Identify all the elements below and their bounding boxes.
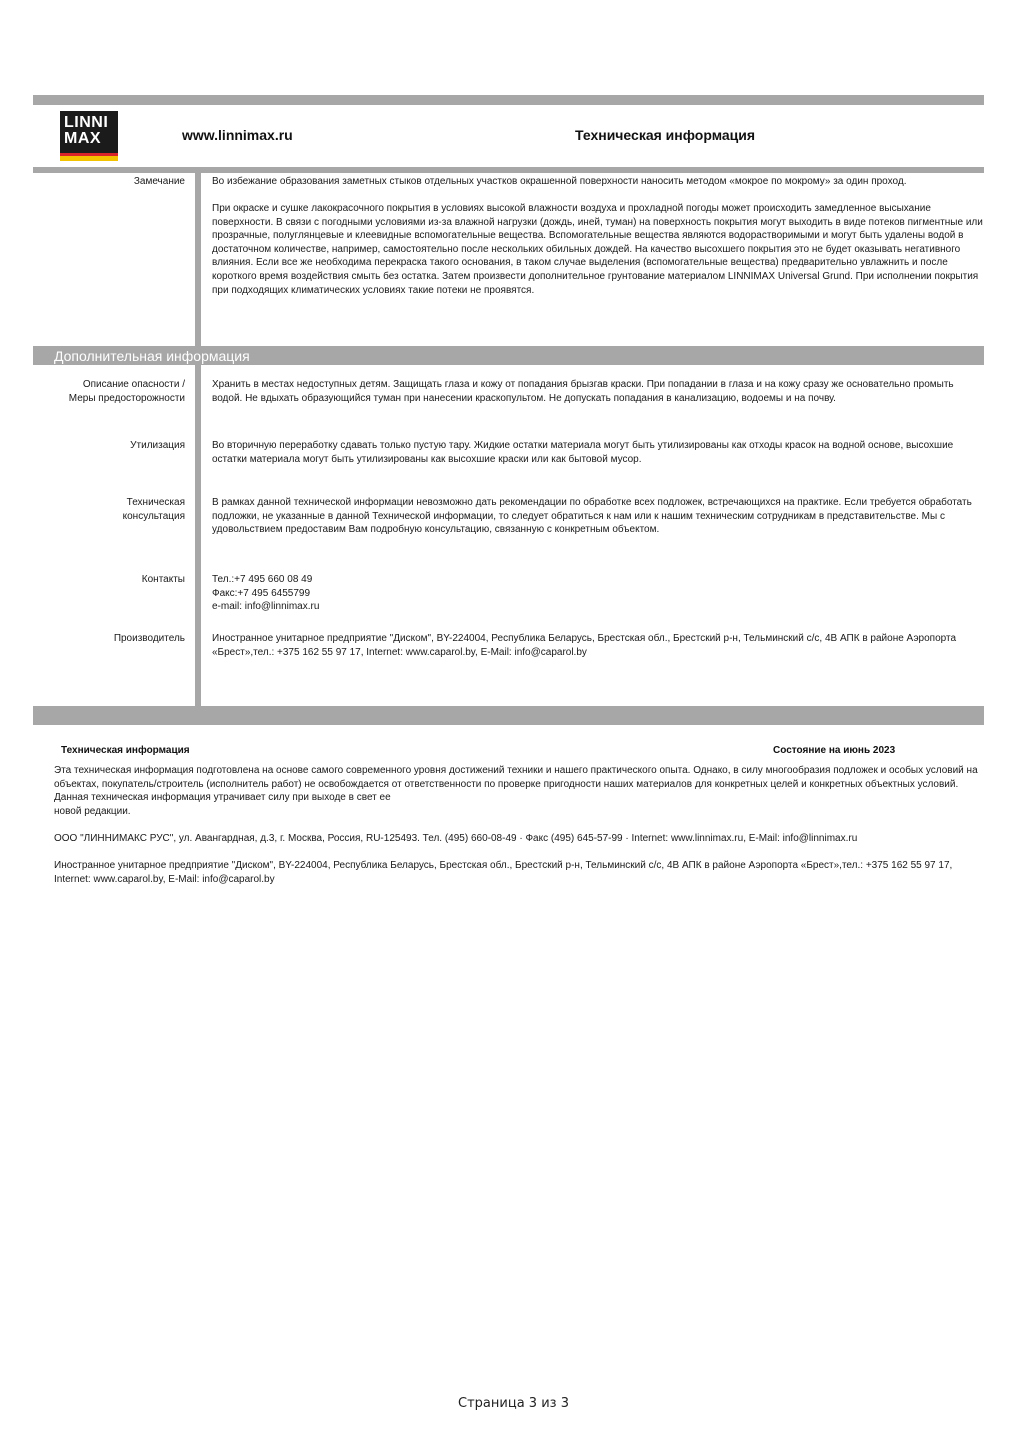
hazard-label-line-1: Описание опасности / xyxy=(82,379,185,390)
footer-company-ru: ООО "ЛИННИМАКС РУС", ул. Авангардная, д.3, г. Москва, Россия, RU-125493. Тел. (495) 660-08-49 · Факс (495) 645-57-99 · Internet: www.linnimax.ru, E-Mail: info@linnimax.ru xyxy=(54,833,858,844)
footer-company-by: Иностранное унитарное предприятие "Диском", BY-224004, Республика Беларусь, Брестская обл., Брестский р-н, Тельминский с/с, 4В АПК в районе Аэропорта «Брест»,тел.: +375 162 55 97 17, Internet: www.caparol.by, E-Mail: info@caparol.by xyxy=(54,860,953,885)
consult-label-line-2: консультация xyxy=(122,510,185,522)
consult-label xyxy=(123,496,185,523)
footer-right-title: Состояние на июнь 2023 xyxy=(773,745,896,756)
footer-disclaimer xyxy=(54,764,984,818)
hazard-text: Хранить в местах недоступных детям. Защищать глаза и кожу от попадания брызгав краски. При попадании в глаза и на кожу сразу же основательно промыть водой. Не вдыхать образующийся туман при нанесении краскопультом. Не допускать попадания в канализацию, водоемы и на почву. xyxy=(212,379,954,404)
disposal-label: Утилизация xyxy=(130,440,185,451)
manufacturer-text: Иностранное унитарное предприятие "Диском", BY-224004, Республика Беларусь, Брестская обл., Брестский р-н, Тельминский с/с, 4В АПК в районе Аэропорта «Брест»,тел.: +375 162 55 97 17, Internet: www.caparol.by, E-Mail: info@caparol.by xyxy=(212,633,957,658)
column-divider-upper xyxy=(195,173,201,347)
contacts-label: Контакты xyxy=(141,574,185,585)
footer-left-title: Техническая информация xyxy=(61,745,190,756)
page-number: Страница 3 из 3 xyxy=(458,1396,569,1411)
disposal-text: Во вторичную переработку сдавать только пустую тару. Жидкие остатки материала могут быть утилизированы как отходы красок на водной основе, высохшие остатки материала могут быть утилизированы как высохшие краски или как бытовой мусор. xyxy=(212,440,954,465)
footer-disclaimer-end: новой редакции. xyxy=(54,805,131,817)
section-title: Дополнительная информация xyxy=(54,348,250,364)
logo-line-1: LINNI xyxy=(64,114,109,131)
hazard-label xyxy=(69,378,185,405)
contact-phone: Тел.:+7 495 660 08 49 xyxy=(212,574,313,585)
document-title: Техническая информация xyxy=(575,127,756,143)
manufacturer-label: Производитель xyxy=(113,633,185,644)
consult-text: В рамках данной технической информации невозможно дать рекомендации по обработке всех подложек, встречающихся на практике. Если требуется обработать подложки, не указанные в данной Технической информации, то следует обратиться к нам или к нашим техническим сотрудникам в представительстве. Мы с удовольствием предоставим Вам подробную консультацию, связанную с конкретным объектом. xyxy=(212,497,972,536)
consult-label-line-1: Техническая xyxy=(126,497,185,508)
footer-disclaimer-text: Эта техническая информация подготовлена на основе самого современного уровня достижений техники и нашего практического опыта. Однако, в силу многообразия подложек и особых условий на объектах, покупатель/строитель (исполнитель работ) не освобождается от ответственности по проверке пригодности наших материалов для конкретных целей и конкретных объектных условий. Данная техническая информация утрачивает силу при выходе в свет ее xyxy=(54,765,978,804)
top-bar xyxy=(33,95,984,105)
header-bottom-bar xyxy=(33,167,984,173)
remark-paragraph-2 xyxy=(212,202,984,297)
hazard-label-line-2: Меры предосторожности xyxy=(68,392,185,404)
site-url: www.linnimax.ru xyxy=(182,127,293,143)
contact-fax: Факс:+7 495 6455799 xyxy=(212,587,311,599)
column-divider-lower xyxy=(195,365,201,706)
contact-email[interactable]: e-mail: info@linnimax.ru xyxy=(212,601,320,613)
logo-line-2: MAX xyxy=(64,130,102,147)
remark-label: Замечание xyxy=(133,176,185,187)
remark-paragraph-1 xyxy=(212,175,984,189)
contacts-block xyxy=(212,573,984,614)
remark-text-2: При окраске и сушке лакокрасочного покрытия в условиях высокой влажности воздуха и прохладной погоды может происходить замедленное высыхание поверхности. В связи с погодными условиями из-за влажной нагрузки (дождь, иней, туман) на поверхность покрытия могут выходить в виде потеков пигментные или прозрачные, полуглянцевые и клеевидные вспомогательные вещества. Вспомогательные вещества являются водорастворимыми и могут быть удалены водой в достаточном количестве, например, самостоятельно после нескольких обильных дождей. На качество высохшего покрытия это не будет оказывать негативного влияния. Если все же необходима перекраска такого основания, в таком случае выделения (вспомогательные вещества) предварительно увлажнить и после короткого время воздействия смыть без остатка. Затем произвести дополнительное грунтование материалом LINNIMAX Universal Grund. При исполнении покрытия при подходящих климатических условиях такие потеки не проявятся. xyxy=(212,203,983,296)
remark-text-1: Во избежание образования заметных стыков отдельных участков окрашенной поверхности наносить методом «мокрое по мокрому» за один проход. xyxy=(212,176,907,187)
bottom-bar xyxy=(33,706,984,725)
linnimax-logo xyxy=(60,111,118,161)
flag-stripe-gold xyxy=(60,156,118,161)
